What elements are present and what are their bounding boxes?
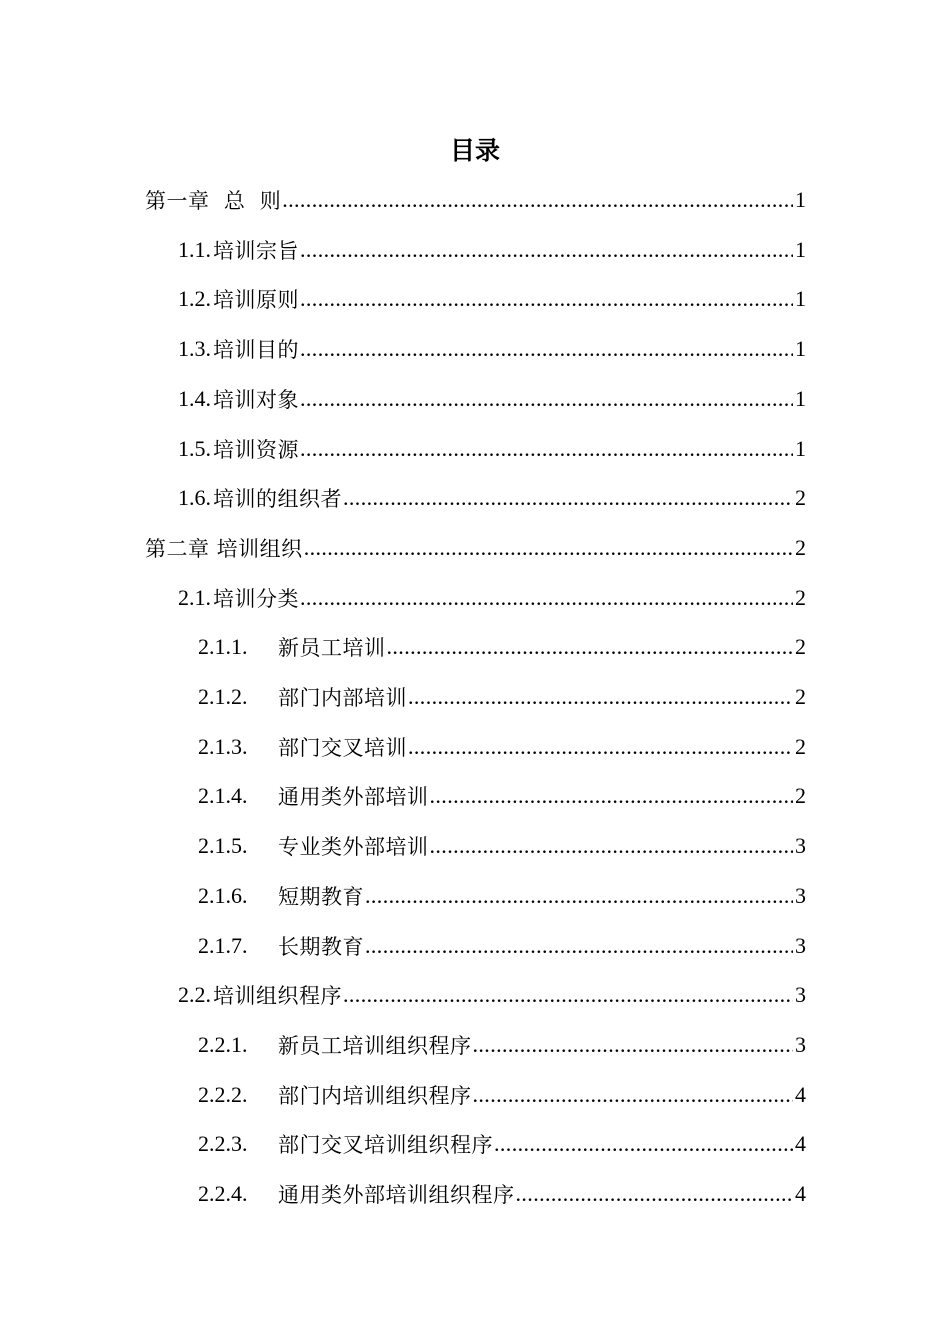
toc-entry[interactable] <box>198 1071 806 1119</box>
toc-entry-number: 2.1.3. <box>198 733 248 759</box>
toc-entry-title: 第一章 总 则 <box>145 189 282 213</box>
toc-entry[interactable] <box>178 971 806 1019</box>
toc-entry-title: 培训分类 <box>213 586 299 611</box>
toc-entry-number: 2.2.3. <box>198 1131 248 1157</box>
toc-entry-number: 1.1. <box>178 236 211 262</box>
toc-entry-title: 第二章 培训组织 <box>145 536 303 561</box>
toc-entry-number: 2.1.4. <box>198 783 248 809</box>
toc-entry-title: 部门内培训组织程序 <box>278 1083 472 1108</box>
toc-entry-page-number: 1 <box>795 236 806 262</box>
toc-entry-number: 2.2.1. <box>198 1031 248 1057</box>
toc-entry-title: 专业类外部培训 <box>278 835 429 860</box>
toc-entry[interactable] <box>178 474 806 522</box>
toc-entry[interactable] <box>178 574 806 622</box>
toc-entry-title: 培训对象 <box>213 387 299 412</box>
toc-entry[interactable] <box>198 1021 806 1069</box>
dot-leader <box>343 982 793 1008</box>
toc-entry-number: 2.2. <box>178 982 211 1008</box>
toc-entry-number: 2.1.7. <box>198 932 248 958</box>
toc-entry-title: 培训组织程序 <box>213 984 342 1009</box>
toc-entry[interactable] <box>198 1170 806 1218</box>
toc-entry-number: 2.1.5. <box>198 833 248 859</box>
toc-entry[interactable] <box>178 226 806 274</box>
dot-leader <box>304 535 793 561</box>
toc-entry[interactable] <box>178 425 806 473</box>
toc-entry-number: 2.1. <box>178 584 211 610</box>
dot-leader <box>494 1131 793 1157</box>
toc-entry[interactable] <box>198 772 806 820</box>
toc-entry[interactable] <box>198 723 806 771</box>
toc-entry-page-number: 2 <box>795 684 806 709</box>
toc-entry-page-number: 2 <box>795 534 806 560</box>
toc-entry[interactable] <box>178 275 806 323</box>
toc-entry-page-number: 1 <box>795 435 806 461</box>
toc-entry-number: 1.5. <box>178 435 211 461</box>
toc-entry-page-number: 2 <box>795 584 806 610</box>
toc-entry-title: 通用类外部培训组织程序 <box>278 1183 515 1207</box>
toc-entry-number: 2.1.6. <box>198 882 248 908</box>
dot-leader <box>408 684 793 710</box>
toc-entry-number: 2.1.1. <box>198 634 248 660</box>
toc-entry-page-number: 3 <box>795 1031 806 1057</box>
toc-title: 目录 <box>449 136 500 165</box>
toc-entry-page-number: 3 <box>795 833 806 859</box>
toc-entry[interactable] <box>145 176 806 224</box>
toc-entry[interactable] <box>178 325 806 373</box>
toc-entry-title: 培训的组织者 <box>213 487 342 512</box>
toc-entry-page-number: 3 <box>795 982 806 1008</box>
toc-entry[interactable] <box>198 623 806 671</box>
toc-entry-page-number: 2 <box>795 634 806 660</box>
dot-leader <box>300 336 793 362</box>
toc-entry-number: 2.1.2. <box>198 684 248 709</box>
toc-entry-number: 1.3. <box>178 336 211 362</box>
toc-entry-page-number: 2 <box>795 733 806 759</box>
toc-entry[interactable] <box>198 922 806 970</box>
dot-leader <box>300 237 793 263</box>
dot-leader <box>473 1082 794 1108</box>
toc-entry-page-number: 4 <box>795 1181 806 1206</box>
toc-entry-page-number: 3 <box>795 882 806 908</box>
toc-entry-page-number: 1 <box>795 385 806 411</box>
toc-entry-title: 新员工培训组织程序 <box>278 1033 472 1058</box>
dot-leader <box>300 386 793 412</box>
toc-entry[interactable] <box>198 673 806 721</box>
toc-entry-number: 1.2. <box>178 286 211 312</box>
toc-entry-title: 通用类外部培训 <box>278 785 429 810</box>
toc-entry-title: 培训目的 <box>213 338 299 363</box>
toc-entry[interactable] <box>198 822 806 870</box>
toc-entry-title: 短期教育 <box>278 884 364 909</box>
dot-leader <box>430 833 794 859</box>
toc-entry-page-number: 2 <box>795 783 806 809</box>
toc-entry-number: 2.2.2. <box>198 1081 248 1107</box>
dot-leader <box>365 883 793 909</box>
toc-entry-title: 长期教育 <box>278 934 364 959</box>
toc-entry-page-number: 1 <box>795 336 806 362</box>
toc-entry[interactable] <box>198 1120 806 1168</box>
dot-leader <box>300 286 793 312</box>
dot-leader <box>300 436 793 462</box>
toc-entry-title: 培训宗旨 <box>213 238 299 263</box>
toc-entry-page-number: 2 <box>795 485 806 511</box>
toc-entry-title: 培训原则 <box>213 288 299 313</box>
dot-leader <box>300 585 793 611</box>
toc-entry-page-number: 4 <box>795 1081 806 1107</box>
dot-leader <box>282 187 793 213</box>
toc-entry-title: 部门交叉培训 <box>278 735 407 760</box>
toc-entry-page-number: 4 <box>795 1131 806 1157</box>
toc-entry[interactable] <box>145 524 806 572</box>
toc-entry-title: 培训资源 <box>213 437 299 462</box>
dot-leader <box>387 634 794 660</box>
dot-leader <box>343 485 793 511</box>
dot-leader <box>430 783 794 809</box>
toc-entry[interactable] <box>178 375 806 423</box>
toc-entry-page-number: 3 <box>795 932 806 958</box>
toc-entry[interactable] <box>198 872 806 920</box>
dot-leader <box>365 933 793 959</box>
toc-entry-title: 部门内部培训 <box>278 686 407 710</box>
dot-leader <box>516 1181 794 1207</box>
toc-entry-title: 部门交叉培训组织程序 <box>278 1133 493 1158</box>
dot-leader <box>473 1032 794 1058</box>
dot-leader <box>408 734 793 760</box>
toc-entry-number: 1.6. <box>178 485 211 511</box>
toc-entry-number: 2.2.4. <box>198 1181 248 1206</box>
toc-entry-page-number: 1 <box>795 286 806 312</box>
toc-entry-number: 1.4. <box>178 385 211 411</box>
toc-entry-title: 新员工培训 <box>278 636 386 661</box>
toc-entry-page-number: 1 <box>795 187 806 212</box>
